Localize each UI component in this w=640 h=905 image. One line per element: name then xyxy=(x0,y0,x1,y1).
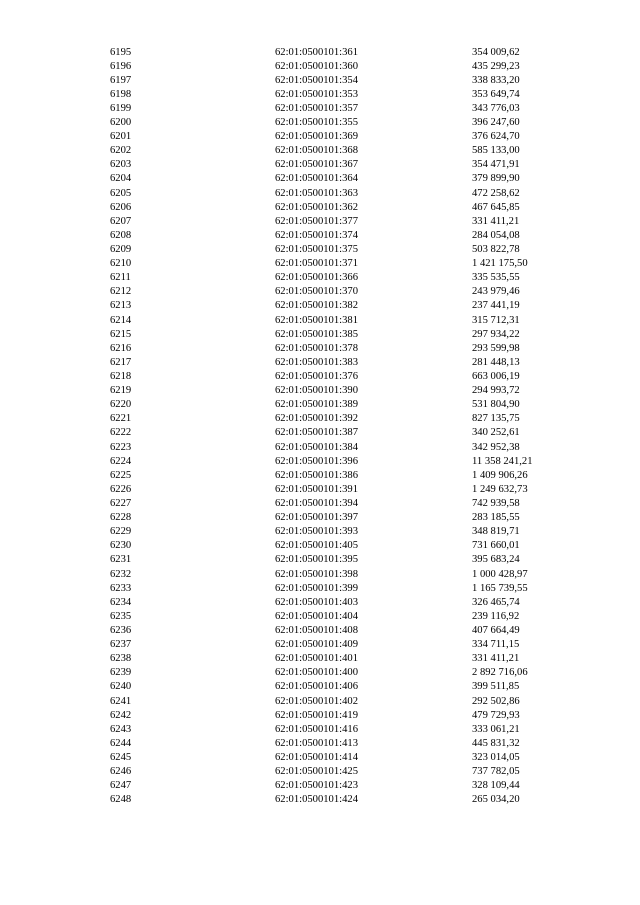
cadastral-number: 62:01:0500101:354 xyxy=(275,74,358,86)
cadastral-number: 62:01:0500101:363 xyxy=(275,187,358,199)
row-number: 6216 xyxy=(110,342,132,354)
cadastral-value: 379 899,90 xyxy=(472,173,520,185)
table-row xyxy=(0,426,640,440)
cadastral-number: 62:01:0500101:399 xyxy=(275,582,358,594)
cadastral-value: 328 109,44 xyxy=(472,780,520,792)
cadastral-number: 62:01:0500101:361 xyxy=(275,46,358,58)
cadastral-value: 407 664,49 xyxy=(472,624,520,636)
row-number: 6225 xyxy=(110,469,132,481)
row-number: 6224 xyxy=(110,455,132,467)
cadastral-value: 445 831,32 xyxy=(472,737,520,749)
row-number: 6231 xyxy=(110,554,132,566)
row-number: 6222 xyxy=(110,427,132,439)
row-number: 6197 xyxy=(110,74,132,86)
cadastral-value: 1 421 175,50 xyxy=(472,258,528,270)
cadastral-number: 62:01:0500101:375 xyxy=(275,244,358,256)
cadastral-number: 62:01:0500101:366 xyxy=(275,272,358,284)
row-number: 6195 xyxy=(110,46,132,58)
table-row xyxy=(0,511,640,525)
cadastral-value: 467 645,85 xyxy=(472,201,520,213)
cadastral-value: 284 054,08 xyxy=(472,229,520,241)
row-number: 6200 xyxy=(110,117,132,129)
cadastral-value: 342 952,38 xyxy=(472,441,520,453)
table-row xyxy=(0,187,640,201)
row-number: 6204 xyxy=(110,173,132,185)
row-number: 6244 xyxy=(110,737,132,749)
cadastral-number: 62:01:0500101:398 xyxy=(275,568,358,580)
table-row xyxy=(0,412,640,426)
row-number: 6214 xyxy=(110,314,132,326)
cadastral-number: 62:01:0500101:387 xyxy=(275,427,358,439)
cadastral-value: 827 135,75 xyxy=(472,413,520,425)
cadastral-number: 62:01:0500101:394 xyxy=(275,498,358,509)
table-row xyxy=(0,299,640,313)
cadastral-value: 1 409 906,26 xyxy=(472,469,528,481)
table-row xyxy=(0,652,640,666)
row-number: 6235 xyxy=(110,610,132,622)
cadastral-number: 62:01:0500101:377 xyxy=(275,215,358,227)
cadastral-value: 338 833,20 xyxy=(472,74,520,86)
cadastral-value: 323 014,05 xyxy=(472,751,520,763)
cadastral-value: 331 411,21 xyxy=(472,215,520,227)
cadastral-number: 62:01:0500101:360 xyxy=(275,60,358,72)
cadastral-number: 62:01:0500101:401 xyxy=(275,653,358,665)
cadastral-value: 343 776,03 xyxy=(472,102,520,114)
table-row xyxy=(0,46,640,60)
table-row xyxy=(0,285,640,299)
cadastral-value: 1 000 428,97 xyxy=(472,568,528,580)
cadastral-number: 62:01:0500101:370 xyxy=(275,286,358,298)
cadastral-value: 395 683,24 xyxy=(472,554,520,566)
cadastral-number: 62:01:0500101:367 xyxy=(275,159,358,171)
row-number: 6203 xyxy=(110,159,132,171)
cadastral-number: 62:01:0500101:395 xyxy=(275,554,358,566)
cadastral-number: 62:01:0500101:414 xyxy=(275,751,358,763)
row-number: 6211 xyxy=(110,272,131,284)
row-number: 6243 xyxy=(110,723,132,735)
cadastral-value: 354 009,62 xyxy=(472,46,520,58)
table-row xyxy=(0,455,640,469)
table-row xyxy=(0,695,640,709)
table-row xyxy=(0,680,640,694)
table-row xyxy=(0,610,640,624)
table-row xyxy=(0,553,640,567)
row-number: 6239 xyxy=(110,667,132,679)
cadastral-value: 503 822,78 xyxy=(472,244,520,256)
cadastral-number: 62:01:0500101:383 xyxy=(275,356,358,368)
cadastral-number: 62:01:0500101:386 xyxy=(275,469,358,481)
cadastral-number: 62:01:0500101:378 xyxy=(275,342,358,354)
cadastral-number: 62:01:0500101:405 xyxy=(275,540,358,552)
cadastral-number: 62:01:0500101:425 xyxy=(275,766,358,778)
cadastral-number: 62:01:0500101:406 xyxy=(275,681,358,693)
table-row xyxy=(0,483,640,497)
row-number: 6213 xyxy=(110,300,132,312)
table-row xyxy=(0,793,640,807)
cadastral-value: 315 712,31 xyxy=(472,314,520,326)
cadastral-number: 62:01:0500101:408 xyxy=(275,624,358,636)
table-row xyxy=(0,596,640,610)
row-number: 6230 xyxy=(110,540,132,552)
cadastral-value: 353 649,74 xyxy=(472,88,520,100)
row-number: 6217 xyxy=(110,356,132,368)
cadastral-value: 472 258,62 xyxy=(472,187,520,199)
data-table xyxy=(0,46,640,808)
cadastral-value: 1 249 632,73 xyxy=(472,483,528,495)
row-number: 6206 xyxy=(110,201,132,213)
table-row xyxy=(0,779,640,793)
row-number: 6209 xyxy=(110,244,132,256)
cadastral-value: 399 511,85 xyxy=(472,681,520,693)
table-row xyxy=(0,116,640,130)
row-number: 6205 xyxy=(110,187,132,199)
row-number: 6242 xyxy=(110,709,132,721)
cadastral-value: 297 934,22 xyxy=(472,328,520,340)
cadastral-value: 1 165 739,55 xyxy=(472,582,528,594)
cadastral-value: 340 252,61 xyxy=(472,427,520,439)
cadastral-number: 62:01:0500101:385 xyxy=(275,328,358,340)
cadastral-number: 62:01:0500101:423 xyxy=(275,780,358,792)
cadastral-number: 62:01:0500101:355 xyxy=(275,117,358,129)
row-number: 6236 xyxy=(110,624,132,636)
row-number: 6223 xyxy=(110,441,132,453)
row-number: 6248 xyxy=(110,794,132,806)
cadastral-value: 479 729,93 xyxy=(472,709,520,721)
cadastral-value: 281 448,13 xyxy=(472,356,520,368)
cadastral-value: 11 358 241,21 xyxy=(472,455,533,467)
cadastral-value: 265 034,20 xyxy=(472,794,520,806)
cadastral-number: 62:01:0500101:424 xyxy=(275,794,358,806)
row-number: 6234 xyxy=(110,596,132,608)
cadastral-value: 243 979,46 xyxy=(472,286,520,298)
table-row xyxy=(0,737,640,751)
table-row xyxy=(0,356,640,370)
cadastral-number: 62:01:0500101:390 xyxy=(275,385,358,397)
cadastral-value: 294 993,72 xyxy=(472,385,520,397)
table-row xyxy=(0,342,640,356)
row-number: 6232 xyxy=(110,568,132,580)
row-number: 6201 xyxy=(110,131,132,143)
cadastral-number: 62:01:0500101:396 xyxy=(275,455,358,467)
table-row xyxy=(0,539,640,553)
row-number: 6196 xyxy=(110,60,132,72)
table-row xyxy=(0,398,640,412)
cadastral-value: 376 624,70 xyxy=(472,131,520,143)
table-row xyxy=(0,370,640,384)
row-number: 6229 xyxy=(110,526,132,538)
table-row xyxy=(0,74,640,88)
cadastral-number: 62:01:0500101:374 xyxy=(275,229,358,241)
cadastral-number: 62:01:0500101:371 xyxy=(275,258,358,270)
table-row xyxy=(0,215,640,229)
row-number: 6237 xyxy=(110,639,132,651)
cadastral-value: 354 471,91 xyxy=(472,159,520,171)
row-number: 6219 xyxy=(110,385,132,397)
cadastral-value: 737 782,05 xyxy=(472,766,520,778)
row-number: 6198 xyxy=(110,88,132,100)
cadastral-value: 326 465,74 xyxy=(472,596,520,608)
cadastral-value: 742 939,58 xyxy=(472,498,520,509)
table-row xyxy=(0,624,640,638)
cadastral-number: 62:01:0500101:364 xyxy=(275,173,358,185)
cadastral-value: 239 116,92 xyxy=(472,610,520,622)
row-number: 6202 xyxy=(110,145,132,157)
cadastral-number: 62:01:0500101:392 xyxy=(275,413,358,425)
row-number: 6238 xyxy=(110,653,132,665)
cadastral-value: 293 599,98 xyxy=(472,342,520,354)
cadastral-value: 333 061,21 xyxy=(472,723,520,735)
table-row xyxy=(0,314,640,328)
table-row xyxy=(0,172,640,186)
cadastral-number: 62:01:0500101:381 xyxy=(275,314,358,326)
cadastral-value: 663 006,19 xyxy=(472,371,520,383)
row-number: 6233 xyxy=(110,582,132,594)
cadastral-value: 335 535,55 xyxy=(472,272,520,284)
cadastral-number: 62:01:0500101:404 xyxy=(275,610,358,622)
cadastral-value: 531 804,90 xyxy=(472,399,520,411)
table-row xyxy=(0,130,640,144)
row-number: 6247 xyxy=(110,780,132,792)
table-row xyxy=(0,257,640,271)
cadastral-number: 62:01:0500101:368 xyxy=(275,145,358,157)
table-row xyxy=(0,638,640,652)
cadastral-number: 62:01:0500101:389 xyxy=(275,399,358,411)
row-number: 6210 xyxy=(110,258,132,270)
table-row xyxy=(0,666,640,680)
cadastral-number: 62:01:0500101:413 xyxy=(275,737,358,749)
table-row xyxy=(0,158,640,172)
table-row xyxy=(0,144,640,158)
cadastral-value: 292 502,86 xyxy=(472,695,520,707)
row-number: 6215 xyxy=(110,328,132,340)
cadastral-number: 62:01:0500101:393 xyxy=(275,526,358,538)
cadastral-number: 62:01:0500101:382 xyxy=(275,300,358,312)
table-row xyxy=(0,88,640,102)
cadastral-value: 334 711,15 xyxy=(472,639,520,651)
row-number: 6221 xyxy=(110,413,132,425)
row-number: 6226 xyxy=(110,483,132,495)
table-row xyxy=(0,723,640,737)
table-row xyxy=(0,568,640,582)
row-number: 6220 xyxy=(110,399,132,411)
cadastral-value: 396 247,60 xyxy=(472,117,520,129)
table-row xyxy=(0,60,640,74)
cadastral-number: 62:01:0500101:403 xyxy=(275,596,358,608)
table-row xyxy=(0,271,640,285)
table-row xyxy=(0,469,640,483)
row-number: 6207 xyxy=(110,215,132,227)
cadastral-number: 62:01:0500101:353 xyxy=(275,88,358,100)
cadastral-number: 62:01:0500101:409 xyxy=(275,639,358,651)
cadastral-value: 237 441,19 xyxy=(472,300,520,312)
row-number: 6241 xyxy=(110,695,132,707)
row-number: 6199 xyxy=(110,102,132,114)
table-row xyxy=(0,525,640,539)
table-row xyxy=(0,229,640,243)
table-row xyxy=(0,328,640,342)
cadastral-number: 62:01:0500101:402 xyxy=(275,695,358,707)
table-row xyxy=(0,243,640,257)
cadastral-value: 585 133,00 xyxy=(472,145,520,157)
table-row xyxy=(0,582,640,596)
cadastral-number: 62:01:0500101:391 xyxy=(275,483,358,495)
table-row xyxy=(0,102,640,116)
cadastral-value: 348 819,71 xyxy=(472,526,520,538)
cadastral-number: 62:01:0500101:397 xyxy=(275,512,358,524)
table-row xyxy=(0,497,640,511)
cadastral-number: 62:01:0500101:400 xyxy=(275,667,358,679)
table-row xyxy=(0,765,640,779)
cadastral-value: 2 892 716,06 xyxy=(472,667,528,679)
row-number: 6240 xyxy=(110,681,132,693)
cadastral-value: 731 660,01 xyxy=(472,540,520,552)
row-number: 6246 xyxy=(110,766,132,778)
row-number: 6245 xyxy=(110,751,132,763)
row-number: 6218 xyxy=(110,371,132,383)
cadastral-number: 62:01:0500101:419 xyxy=(275,709,358,721)
cadastral-number: 62:01:0500101:357 xyxy=(275,102,358,114)
cadastral-value: 435 299,23 xyxy=(472,60,520,72)
cadastral-number: 62:01:0500101:384 xyxy=(275,441,358,453)
table-row xyxy=(0,751,640,765)
row-number: 6212 xyxy=(110,286,132,298)
cadastral-number: 62:01:0500101:362 xyxy=(275,201,358,213)
row-number: 6208 xyxy=(110,229,132,241)
row-number: 6228 xyxy=(110,512,132,524)
cadastral-value: 283 185,55 xyxy=(472,512,520,524)
row-number: 6227 xyxy=(110,498,132,509)
cadastral-number: 62:01:0500101:369 xyxy=(275,131,358,143)
table-row xyxy=(0,201,640,215)
table-row xyxy=(0,441,640,455)
cadastral-number: 62:01:0500101:416 xyxy=(275,723,358,735)
cadastral-value: 331 411,21 xyxy=(472,653,520,665)
table-row xyxy=(0,384,640,398)
table-row xyxy=(0,709,640,723)
cadastral-number: 62:01:0500101:376 xyxy=(275,371,358,383)
